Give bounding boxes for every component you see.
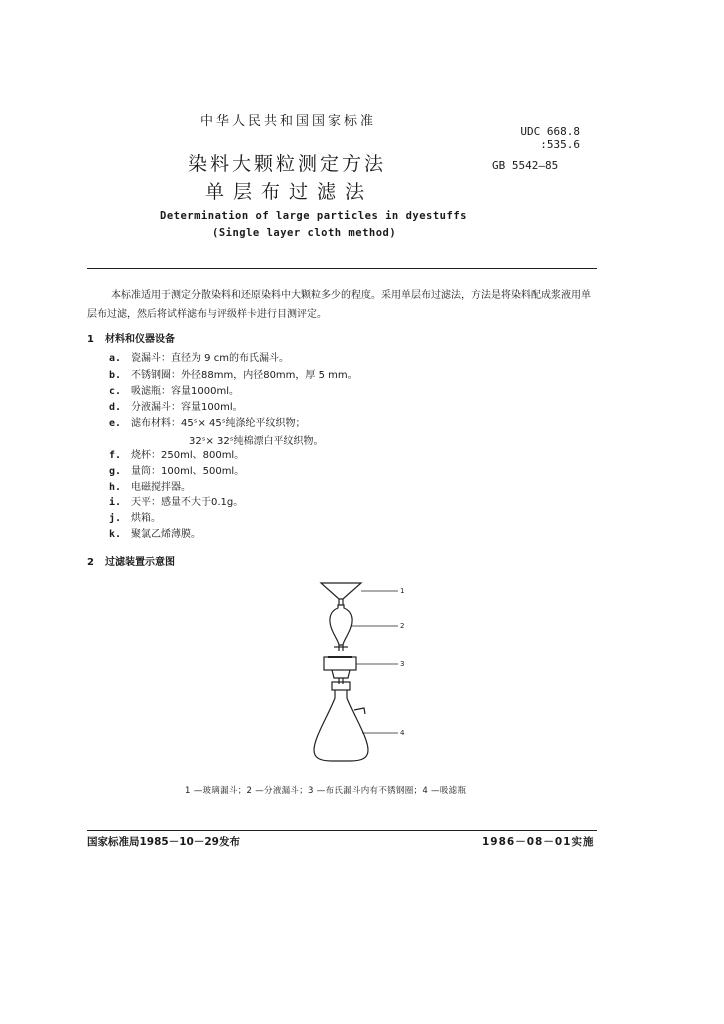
leader-lines — [351, 591, 398, 733]
list-item: j. 烘箱。 — [109, 513, 161, 524]
udc-line-1: UDC 668.8 — [520, 125, 580, 138]
figure-label-1: 1 — [400, 587, 405, 595]
title-chinese-line-2: 单层布过滤法 — [205, 181, 374, 203]
udc-code — [492, 125, 580, 151]
list-item: g. 量筒：100ml、500ml。 — [109, 466, 245, 477]
gb-number: GB 5542—85 — [492, 159, 559, 172]
section-1-heading — [87, 330, 175, 345]
issue-date: 国家标准局1985－10－29发布 — [87, 836, 240, 848]
header-divider — [87, 268, 597, 269]
footer-divider — [87, 830, 597, 831]
udc-line-2: :535.6 — [540, 138, 580, 151]
figure-label-4: 4 — [400, 729, 405, 737]
section-1-title: 材料和仪器设备 — [105, 334, 175, 345]
section-1-number: 1 — [87, 334, 94, 345]
list-item: k. 聚氯乙烯薄膜。 — [109, 529, 201, 540]
standard-name: 中华人民共和国国家标准 — [200, 114, 377, 129]
title-english-line-1: Determination of large particles in dyestuffs — [160, 210, 467, 222]
list-item-continuation: 32ˢ× 32ˢ纯棉漂白平纹织物。 — [189, 436, 324, 447]
list-item: h. 电磁搅拌器。 — [109, 482, 191, 493]
filtration-apparatus-diagram — [290, 578, 430, 773]
section-2-title: 过滤装置示意图 — [105, 557, 175, 568]
separatory-funnel — [330, 605, 352, 651]
section-2-number: 2 — [87, 557, 94, 568]
figure-caption: 1 —玻璃漏斗；2 —分液漏斗；3 —布氏漏斗内有不锈钢圈；4 —吸滤瓶 — [185, 786, 467, 796]
suction-flask — [314, 682, 368, 761]
list-item: i. 天平：感量不大于0.1g。 — [109, 497, 244, 508]
list-item: c. 吸滤瓶：容量1000ml。 — [109, 386, 239, 397]
list-item: a. 瓷漏斗：直径为 9 cm的布氏漏斗。 — [109, 353, 289, 364]
section-2-heading — [87, 553, 175, 568]
list-item: d. 分液漏斗：容量100ml。 — [109, 402, 243, 413]
list-item: e. 滤布材料：45ˢ× 45ˢ纯涤纶平纹织物； — [109, 418, 306, 429]
buchner-funnel — [324, 657, 356, 684]
glass-funnel — [321, 583, 361, 605]
intro-paragraph: 本标准适用于测定分散染料和还原染料中大颗粒多少的程度。采用单层布过滤法，方法是将染料配成浆液用单层布过滤，然后将试样滤布与评级样卡进行目测评定。 — [87, 290, 591, 320]
list-item: b. 不锈钢圈：外径88mm，内径80mm，厚 5 mm。 — [109, 370, 358, 381]
effective-date: 1986－08－01实施 — [482, 836, 595, 848]
title-english-line-2: (Single layer cloth method) — [212, 227, 397, 239]
figure-label-2: 2 — [400, 622, 405, 630]
figure-label-3: 3 — [400, 660, 405, 668]
list-item: f. 烧杯：250ml、800ml。 — [109, 450, 245, 461]
title-chinese-line-1: 染料大颗粒测定方法 — [188, 153, 387, 175]
